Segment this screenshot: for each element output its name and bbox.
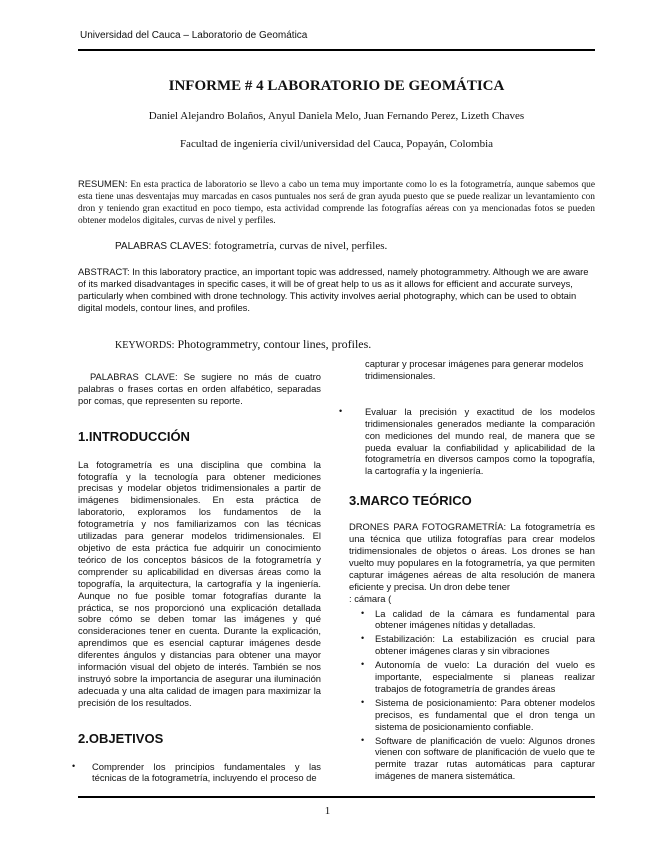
requirement-item xyxy=(349,633,595,657)
palabras-clave-note: PALABRAS CLAVE: Se sugiere no más de cuatro palabras o frases cortas en orden alfabético, separadas por comas, que representen su reporte. xyxy=(78,371,321,406)
objetivo-item xyxy=(339,405,595,477)
right-column xyxy=(339,358,595,782)
requirement-text: Sistema de posicionamiento: Para obtener modelos precisos, es fundamental que el dron tenga un sistema de posicionamiento confiable. xyxy=(375,696,595,732)
intro-text: La fotogrametría es una disciplina que combina la fotografía y la tecnología para obtener mediciones precisas y modelar objetos tridimensionales a partir de imágenes bidimensionales. En esta práctica de laboratorio, exploramos los fundamentos de la fotogrametría y nos familiarizamos con las técnicas utilizadas para generar modelos tridimensionales. El objetivo de esta práctica fue adquirir un conocimiento teórico de los conceptos básicos de la fotogrametría y comprender su aplicabilidad en diversas áreas como la topografía, la arquitectura, la cartografía y la ingeniería. Aunque no fue posible tomar fotografías durante la práctica, se nos proporcionó una explicación detallada sobre cómo se deben tomar las imágenes y qué consideraciones tener en cuenta. Durante la explicación, aprendimos que es esencial capturar imágenes desde diferentes ángulos y distancias para obtener una mayor información visual del objeto de interés. También se nos instruyó sobre la importancia de asegurar una iluminación adecuada y una alta calidad de imagen para maximizar la precisión de los resultados. xyxy=(78,458,321,708)
keywords-text: Photogrammetry, contour lines, profiles. xyxy=(174,337,372,351)
requirement-item xyxy=(349,659,595,695)
resumen-label: RESUMEN: xyxy=(78,178,128,189)
keywords xyxy=(115,337,371,352)
marco-heading: 3.MARCO TEÓRICO xyxy=(349,493,472,509)
bullet-icon: • xyxy=(339,405,343,416)
bullet-icon: • xyxy=(361,633,365,644)
requirement-text: Autonomía de vuelo: La duración del vuelo es importante, especialmente si planeas realizar trabajos de fotogrametría de grandes áreas xyxy=(375,659,595,694)
intro-heading: 1.INTRODUCCIÓN xyxy=(78,428,190,444)
objetivo-1-text: Comprender los principios fundamentales y las técnicas de la fotogrametría, incluyendo el proceso de xyxy=(92,760,321,784)
bullet-icon: • xyxy=(361,734,365,745)
requirement-text: La calidad de la cámara es fundamental para obtener imágenes nítidas y detalladas. xyxy=(375,607,595,631)
resumen xyxy=(78,178,595,227)
palabras-claves-label: PALABRAS CLAVES: xyxy=(115,241,212,252)
requirement-item xyxy=(349,608,595,632)
requirement-text: Software de planificación de vuelo: Algunos drones vienen con software de planificación de vuelo que te permite trazar rutas automáticas para capturar imágenes de manera sistemática. xyxy=(375,734,595,782)
objetivo-item xyxy=(72,760,321,785)
requirement-text: Estabilización: La estabilización es crucial para obtener imágenes claras y sin vibraciones xyxy=(375,633,595,657)
palabras-claves-text: fotogrametría, curvas de nivel, perfiles. xyxy=(211,240,388,252)
bullet-icon: • xyxy=(361,659,365,670)
keywords-label: KEYWORDS: xyxy=(115,340,175,351)
palabras-claves xyxy=(115,240,387,252)
abstract xyxy=(78,266,595,314)
page-number: 1 xyxy=(324,805,331,817)
requirement-item xyxy=(349,735,595,783)
footer-rule xyxy=(78,796,595,798)
bullet-icon: • xyxy=(361,696,365,707)
running-header: Universidad del Cauca – Laboratorio de Geomática xyxy=(80,30,308,41)
affiliation: Facultad de ingeniería civil/universidad del Cauca, Popayán, Colombia xyxy=(179,138,494,150)
objetivo-1-continued: capturar y procesar imágenes para generar modelos tridimensionales. xyxy=(365,358,584,381)
requirement-item xyxy=(349,697,595,733)
abstract-label: ABSTRACT: xyxy=(78,266,130,277)
camara-label: : cámara ( xyxy=(349,592,392,604)
objetivos-heading: 2.OBJETIVOS xyxy=(78,730,164,746)
drone-requirements-list xyxy=(349,608,595,783)
authors: Daniel Alejandro Bolaños, Anyul Daniela Melo, Juan Fernando Perez, Lizeth Chaves xyxy=(148,110,525,122)
objetivo-2-text: Evaluar la precisión y exactitud de los modelos tridimensionales generados mediante la comparación con mediciones del mundo real, de manera que se pueda evaluar la confiabilidad y aplicabilidad de la fotogrametría en diversos campos como la topografía, la cartografía y la ingeniería. xyxy=(365,405,595,477)
abstract-text: In this laboratory practice, an important topic was addressed, namely photogrammetry. Although we are aware of its marked disadvantages in specific cases, it will be of great help to us as it allows for efficient and accurate surveys, particularly when combined with drone technology. This activity involves aerial photography, which can be used to obtain digital models, contour lines, and profiles. xyxy=(78,266,589,313)
drones-text: DRONES PARA FOTOGRAMETRÍA: La fotogrametría es una técnica que utiliza fotografías para crear modelos tridimensionales de objetos o áreas. Los drones se han vuelto muy populares en la fotogrametría, ya que permiten capturar imágenes aéreas de alta resolución de manera eficiente y precisa. Un dron debe tener xyxy=(349,521,595,592)
resumen-text: En esta practica de laboratorio se llevo a cabo un tema muy importante como lo es la fotogrametría, aunque sabemos que esta tiene unas desventajas muy marcadas en casos puntuales nos será de gran ayuda puesto que se puede realizar un levantamiento con dron y teniendo gran exactitud en poco tiempo, esta actividad comprende las fotografías aéreas con ya mencionadas fotos se pueden obtener modelos digitales, curvas de nivel y perfiles. xyxy=(78,180,595,226)
bullet-icon: • xyxy=(361,607,365,618)
paper-title: INFORME # 4 LABORATORIO DE GEOMÁTICA xyxy=(168,78,505,94)
bullet-icon: • xyxy=(72,760,76,771)
header-rule xyxy=(78,49,595,51)
left-column xyxy=(72,371,321,784)
